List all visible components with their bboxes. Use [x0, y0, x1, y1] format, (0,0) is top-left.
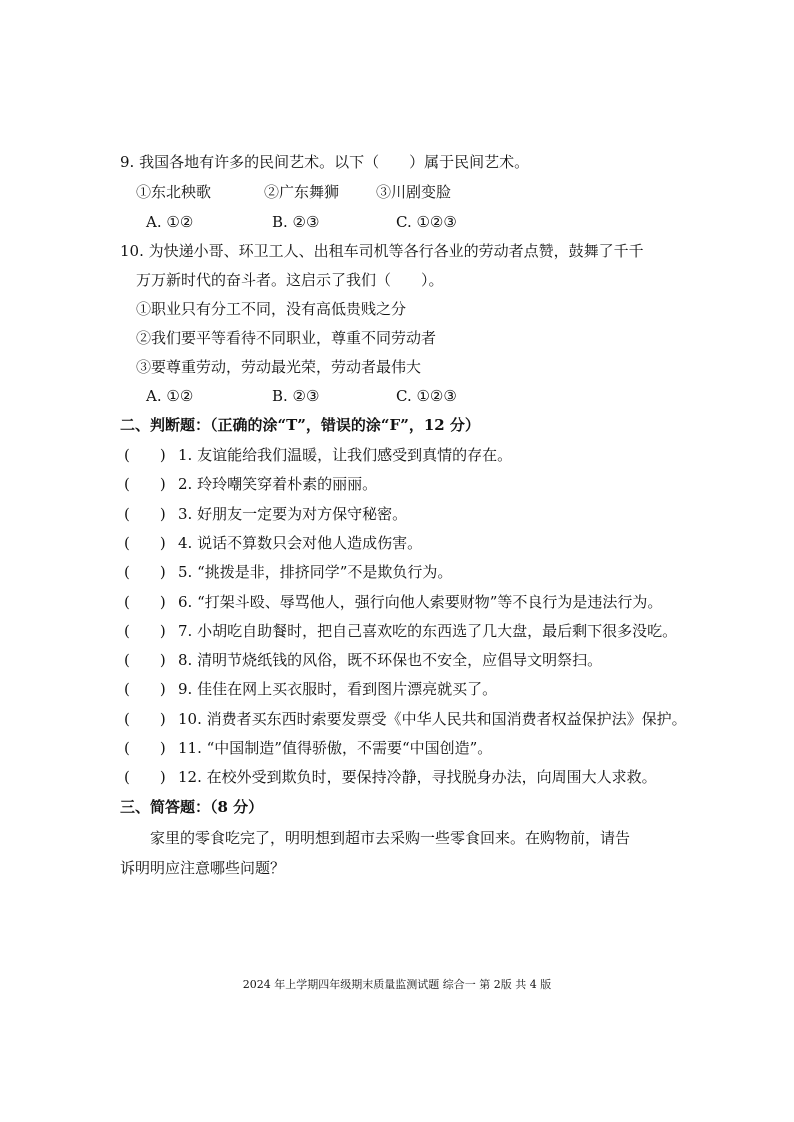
answer-bracket[interactable]: ( ): [124, 593, 166, 611]
tf-statement: 12. 在校外受到欺负时，要保持冷静，寻找脱身办法，向周围大人求救。: [178, 768, 657, 786]
q9-stem: 9. 我国各地有许多的民间艺术。以下（ ）属于民间艺术。: [120, 153, 530, 171]
tf-statement: 7. 小胡吃自助餐时，把自己喜欢吃的东西选了几大盘，最后剩下很多没吃。: [178, 622, 678, 640]
answer-bracket[interactable]: ( ): [124, 475, 166, 493]
q10-stem-line2: 万万新时代的奋斗者。这启示了我们（ ）。: [136, 271, 444, 289]
page-footer: 2024 年上学期四年级期末质量监测试题 综合一 第 2版 共 4 版: [242, 978, 552, 991]
tf-statement: 2. 玲玲嘲笑穿着朴素的丽丽。: [178, 475, 378, 493]
answer-bracket[interactable]: ( ): [124, 739, 166, 757]
tf-statement: 11. “中国制造”值得骄傲，不需要“中国创造”。: [178, 739, 493, 757]
tf-statement: 9. 佳佳在网上买衣服时，看到图片漂亮就买了。: [178, 680, 498, 698]
q9-option-c: C. ①②③: [396, 213, 457, 231]
q10-item-3: ③要尊重劳动，劳动最光荣，劳动者最伟大: [136, 358, 422, 376]
section3-question-line2: 诉明明应注意哪些问题？: [120, 859, 286, 877]
tf-statement: 6. “打架斗殴、辱骂他人，强行向他人索要财物”等不良行为是违法行为。: [178, 593, 663, 611]
q10-option-b: B. ②③: [272, 387, 320, 405]
q10-item-1: ①职业只有分工不同，没有高低贵贱之分: [136, 300, 407, 318]
answer-bracket[interactable]: ( ): [124, 710, 166, 728]
q9-item-3: ③川剧变脸: [376, 183, 452, 201]
tf-statement: 1. 友谊能给我们温暖，让我们感受到真情的存在。: [178, 446, 513, 464]
tf-statement: 3. 好朋友一定要为对方保守秘密。: [178, 505, 408, 523]
answer-bracket[interactable]: ( ): [124, 446, 166, 464]
section2-heading: 二、判断题：（正确的涂“T”，错误的涂“F”，12 分）: [120, 416, 480, 434]
tf-statement: 10. 消费者买东西时索要发票受《中华人民共和国消费者权益保护法》保护。: [178, 710, 687, 728]
q9-item-2: ②广东舞狮: [264, 183, 340, 201]
answer-bracket[interactable]: ( ): [124, 768, 166, 786]
answer-bracket[interactable]: ( ): [124, 563, 166, 581]
q10-option-a: A. ①②: [146, 387, 194, 405]
answer-bracket[interactable]: ( ): [124, 680, 166, 698]
q10-item-2: ②我们要平等看待不同职业，尊重不同劳动者: [136, 329, 437, 347]
answer-bracket[interactable]: ( ): [124, 534, 166, 552]
answer-bracket[interactable]: ( ): [124, 622, 166, 640]
q10-stem-line1: 10. 为快递小哥、环卫工人、出租车司机等各行各业的劳动者点赞，鼓舞了千千: [120, 242, 644, 260]
section3-question-line1: 家里的零食吃完了，明明想到超市去采购一些零食回来。在购物前，请告: [150, 829, 631, 847]
tf-statement: 5. “挑拨是非，排挤同学”不是欺负行为。: [178, 563, 453, 581]
answer-bracket[interactable]: ( ): [124, 651, 166, 669]
q10-option-c: C. ①②③: [396, 387, 457, 405]
q9-option-b: B. ②③: [272, 213, 320, 231]
section3-heading: 三、简答题：（8 分）: [120, 798, 264, 816]
answer-bracket[interactable]: ( ): [124, 505, 166, 523]
tf-statement: 4. 说话不算数只会对他人造成伤害。: [178, 534, 423, 552]
tf-statement: 8. 清明节烧纸钱的风俗，既不环保也不安全，应倡导文明祭扫。: [178, 651, 603, 669]
q9-item-1: ①东北秧歌: [136, 183, 212, 201]
q9-option-a: A. ①②: [146, 213, 194, 231]
